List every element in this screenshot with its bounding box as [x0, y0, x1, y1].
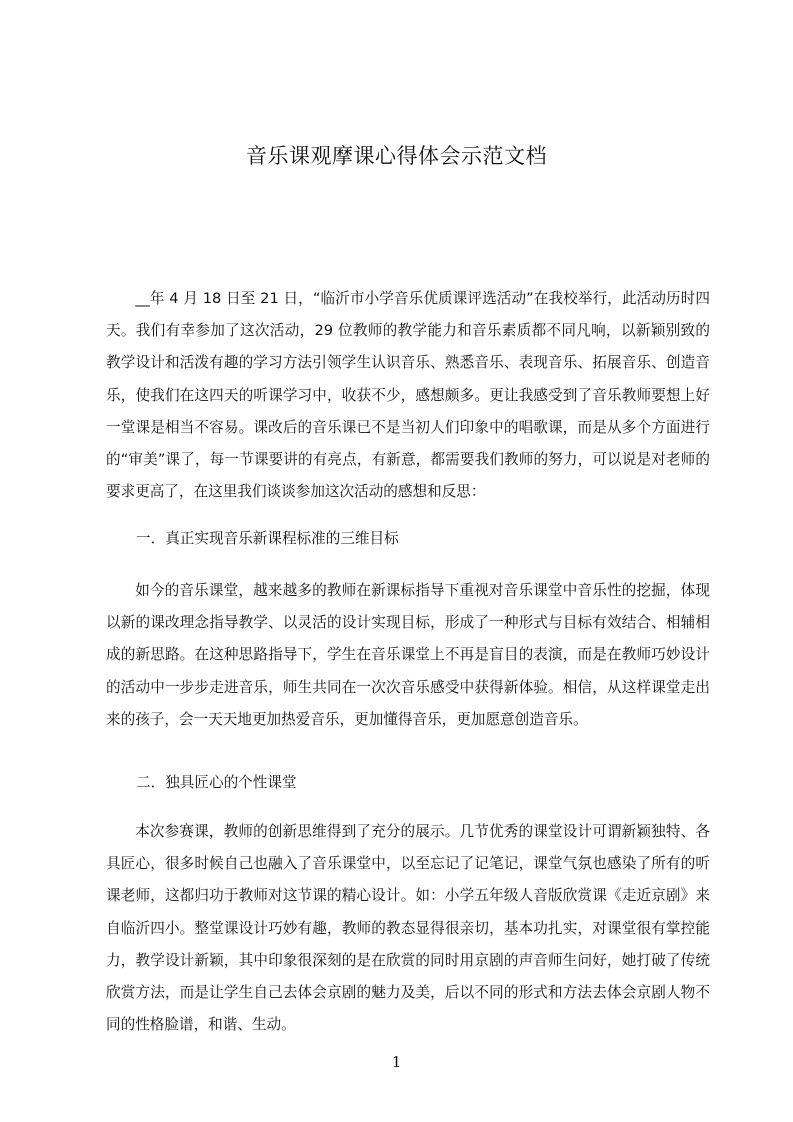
- page-number: 1: [391, 1053, 402, 1071]
- section-heading-1: 一．真正实现音乐新课程标准的三维目标: [136, 530, 399, 547]
- document-title: 音乐课观摩课心得体会示范文档: [246, 144, 547, 168]
- paragraph-section-1: 如今的音乐课堂，越来越多的教师在新课标指导下重视对音乐课堂中音乐性的挖掘，体现以新的课改理念指导教学、以灵活的设计实现目标，形成了一种形式与目标有效结合、相辅相成的新思路。在这种思路指导下，学生在音乐课堂上不再是盲目的表演，而是在教师巧妙设计的活动中一步步走进音乐，师生共同在一次次音乐感受中获得新体验。相信，从这样课堂走出来的孩子，会一天天地更加热爱音乐，更加懂得音乐，更加愿意创造音乐。: [106, 582, 710, 728]
- paragraph-intro: __年 4 月 18 日至 21 日，“临沂市小学音乐优质课评选活动”在我校举行，此活动历时四天。我们有幸参加了这次活动，29 位教师的教学能力和音乐素质都不同凡响，以新颖别致的教学设计和活泼有趣的学习方法引领学生认识音乐、熟悉音乐、表现音乐、拓展音乐、创造音乐，使我们在这四天的听课学习中，收获不少，感想颇多。更让我感受到了音乐教师要想上好一堂课是相当不容易。课改后的音乐课已不是当初人们印象中的唱歌课，而是从多个方面进行的“审美”课了，每一节课要讲的有亮点，有新意，都需要我们教师的努力，可以说是对老师的要求更高了，在这里我们谈谈参加这次活动的感想和反思：: [106, 290, 710, 501]
- paragraph-section-2: 本次参赛课，教师的创新思维得到了充分的展示。几节优秀的课堂设计可谓新颖独特、各具匠心，很多时候自己也融入了音乐课堂中，以至忘记了记笔记，课堂气氛也感染了所有的听课老师，这都归功于教师对这节课的精心设计。如：小学五年级人音版欣赏课《走近京剧》来自临沂四小。整堂课设计巧妙有趣，教师的教态显得很亲切，基本功扎实，对课堂很有掌控能力，教学设计新颖，其中印象很深刻的是在欣赏的同时用京剧的声音师生问好，她打破了传统欣赏方法，而是让学生自己去体会京剧的魅力及美，后以不同的形式和方法去体会京剧人物不同的性格脸谱，和谐、生动。: [106, 823, 710, 1034]
- section-heading-2: 二．独具匠心的个性课堂: [136, 774, 297, 791]
